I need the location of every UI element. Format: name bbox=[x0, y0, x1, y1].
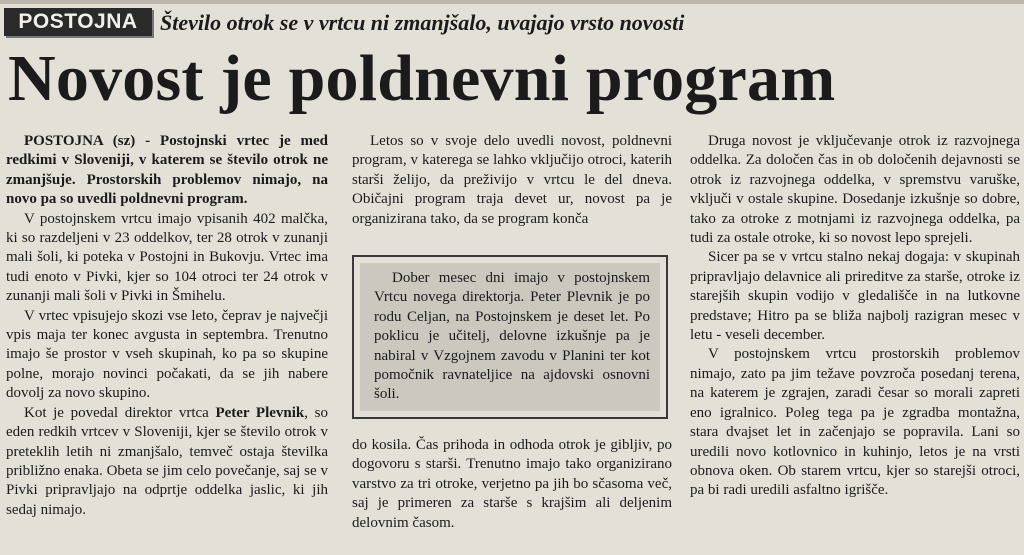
top-border bbox=[0, 0, 1024, 4]
column-2-continued bbox=[352, 436, 672, 533]
section-label: POSTOJNA bbox=[4, 8, 152, 36]
column-2 bbox=[352, 132, 672, 229]
paragraph: Sicer pa se v vrtcu stalno nekaj dogaja: v skupinah pripravljajo delavnice ali prireditve za starše, otroke iz starejših skupin vodijo v gledališče in na lutkovne predstave; Hitro pa se bliža najbolj razigran mesec v letu - veseli december. bbox=[690, 249, 1020, 344]
lead-paragraph: POSTOJNA (sz) - Postojnski vrtec je med redkimi v Sloveniji, v katerem se število otrok ne zmanjšuje. Prostorskih problemov nimajo, na novo pa so uvedli poldnevni program. bbox=[6, 133, 328, 208]
paragraph: Letos so v svoje delo uvedli novost, poldnevni program, v katerega se lahko vključijo otroci, katerih starši želijo, da preživijo v vrtcu le del dneva. Običajni program traja devet ur, novost pa je organizirana tako, da se program konča bbox=[352, 133, 672, 227]
headline: Novost je poldnevni program bbox=[8, 42, 836, 115]
column-1 bbox=[6, 132, 328, 520]
paragraph: V postojnskem vrtcu prostorskih problemov nimajo, zato pa jim težave povzroča posedanj terena, na katerem je zgrajen, zaradi česar so morali zapreti eno igralnico. Poleg tega pa je zgradba montažna, stara dvajset let in začenjajo se popravila. Lani so uredili novo kotlovnico in kuhinjo, letos je na vrsti obnova oken. Ob starem vrtcu, kjer so starejši otroci, pa bi radi uredili asfaltno igrišče. bbox=[690, 346, 1020, 499]
paragraph: V postojnskem vrtcu imajo vpisanih 402 malčka, ki so razdeljeni v 23 oddelkov, ter 28 otrok v zunanji mali šoli, ki poteka v Postojni in Bukovju. Vrtec ima tudi enoto v Pivki, kjer so 104 otroci ter 24 otrok v zunanji mali šoli v Pivki in Šmihelu. bbox=[6, 210, 328, 305]
column-3 bbox=[690, 132, 1020, 501]
sidebar-box bbox=[352, 255, 668, 419]
text-run: Kot je povedal direktor vrtca bbox=[24, 404, 216, 421]
kicker-subtitle: Število otrok se v vrtcu ni zmanjšalo, uvajajo vrsto novosti bbox=[160, 10, 685, 35]
paragraph: V vrtec vpisujejo skozi vse leto, čeprav je največji vpis maja ter konec avgusta in septembra. Trenutno imajo še prostor v vseh skupinah, ko pa so skupine polne, morajo novinci počakati, da se jih nabere dovolj za novo skupino. bbox=[6, 307, 328, 402]
paragraph bbox=[6, 404, 328, 520]
paragraph: Druga novost je vključevanje otrok iz razvojnega oddelka. Za določen čas in ob določenih dejavnosti se otrok iz razvojnega oddelka, v spremstvu varuške, vključi v ostale skupine. Dosedanje izkušnje so dobre, tako za otroke z motnjami iz razvojnega oddelka, pa tudi za ostale otroke, ki so novost lepo sprejeli. bbox=[690, 133, 1020, 247]
text-run: , so eden redkih vrtcev v Sloveniji, kjer se število otrok v preteklih letih ni zmanjšalo, temveč ostaja številka približno enaka. Obeta se jim celo povečanje, saj se v Pivki pripravljajo na odprtje oddelka jaslic, ki jih sedaj nimajo. bbox=[6, 404, 329, 518]
sidebar-box-text: Dober mesec dni imajo v postojnskem Vrtcu novega direktorja. Peter Plevnik je po rodu Celjan, na Postojnskem je deset let. Po poklicu je učitelj, delovne izkušnje pa je nabiral v Vzgojnem zavodu v Planini ter kot pomočnik ravnateljice na ajdovski osnovni šoli. bbox=[360, 263, 660, 411]
paragraph: do kosila. Čas prihoda in odhoda otrok je gibljiv, po dogovoru s starši. Trenutno imajo tako organizirano varstvo za tri otroke, verjetno pa jih bo sčasoma več, saj je primeren za starše s krajšim ali deljenim delovnim časom. bbox=[352, 437, 672, 531]
director-name: Peter Plevnik bbox=[215, 404, 305, 421]
